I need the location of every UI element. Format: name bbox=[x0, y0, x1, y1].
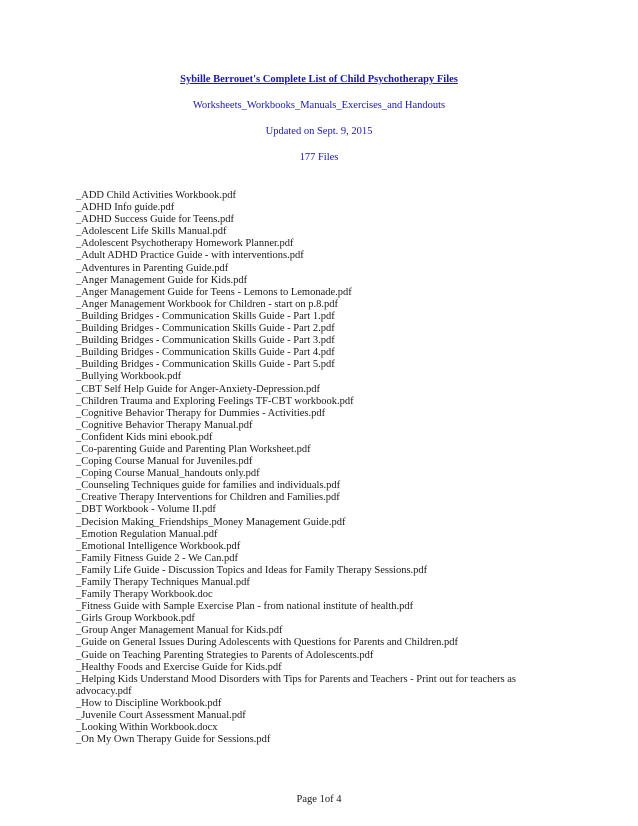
file-list-item: _Anger Management Guide for Kids.pdf bbox=[76, 274, 248, 286]
file-list-item: _Juvenile Court Assessment Manual.pdf bbox=[76, 710, 246, 722]
file-list-item: _CBT Self Help Guide for Anger-Anxiety-Depression.pdf bbox=[76, 383, 320, 395]
file-list-item: _ADD Child Activities Workbook.pdf bbox=[76, 190, 236, 201]
file-list-item: _Creative Therapy Interventions for Children and Families.pdf bbox=[76, 492, 340, 504]
file-list-item: _Confident Kids mini ebook.pdf bbox=[76, 431, 213, 443]
file-list-item: _Family Life Guide - Discussion Topics and Ideas for Family Therapy Sessions.pdf bbox=[76, 564, 428, 576]
file-list-item: _Anger Management Guide for Teens - Lemons to Lemonade.pdf bbox=[76, 286, 352, 298]
file-list-item: _On My Own Therapy Guide for Sessions.pdf bbox=[76, 734, 271, 746]
document-title[interactable]: Sybille Berrouet's Complete List of Child Psychotherapy Files bbox=[180, 74, 458, 85]
file-list-item: _Family Fitness Guide 2 - We Can.pdf bbox=[76, 552, 238, 564]
file-list-item: _Helping Kids Understand Mood Disorders with Tips for Parents and Teachers - Print out for teachers as advocacy.pdf bbox=[76, 673, 517, 697]
file-list-item: _Cognitive Behavior Therapy for Dummies - Activities.pdf bbox=[76, 407, 326, 419]
file-list-item: _DBT Workbook - Volume II.pdf bbox=[76, 504, 216, 516]
file-list-item: _Adolescent Psychotherapy Homework Planner.pdf bbox=[76, 238, 294, 250]
file-list-item: _Fitness Guide with Sample Exercise Plan - from national institute of health.pdf bbox=[76, 601, 414, 613]
file-list-item: _Healthy Foods and Exercise Guide for Kids.pdf bbox=[76, 661, 282, 673]
file-list-item: _Anger Management Workbook for Children - start on p.8.pdf bbox=[76, 298, 338, 310]
file-list-item: _Coping Course Manual for Juveniles.pdf bbox=[76, 456, 253, 468]
file-list-item: _Adventures in Parenting Guide.pdf bbox=[76, 262, 229, 274]
file-list-item: _Building Bridges - Communication Skills Guide - Part 4.pdf bbox=[76, 347, 335, 359]
file-list-item: _Adolescent Life Skills Manual.pdf bbox=[76, 226, 227, 238]
document-subtitle: Worksheets_Workbooks_Manuals_Exercises_and Handouts bbox=[192, 100, 446, 111]
updated-date: Updated on Sept. 9, 2015 bbox=[265, 126, 373, 137]
file-list-item: _Children Trauma and Exploring Feelings TF-CBT workbook.pdf bbox=[76, 395, 354, 407]
file-list bbox=[76, 190, 556, 746]
file-list-item: _ADHD Info guide.pdf bbox=[76, 202, 175, 214]
file-list-item: _Co-parenting Guide and Parenting Plan Worksheet.pdf bbox=[76, 443, 311, 455]
file-list-item: _Building Bridges - Communication Skills Guide - Part 3.pdf bbox=[76, 335, 335, 347]
file-list-item: _Building Bridges - Communication Skills Guide - Part 2.pdf bbox=[76, 323, 335, 335]
file-list-item: _Group Anger Management Manual for Kids.pdf bbox=[76, 625, 283, 637]
file-list-item: _Counseling Techniques guide for families and individuals.pdf bbox=[76, 480, 341, 492]
file-list-item: _Family Therapy Techniques Manual.pdf bbox=[76, 577, 250, 588]
file-list-item: _How to Discipline Workbook.pdf bbox=[76, 697, 222, 709]
file-list-item: _Emotion Regulation Manual.pdf bbox=[76, 528, 218, 540]
file-list-item: _Family Therapy Workbook.doc bbox=[76, 589, 213, 601]
file-count: 177 Files bbox=[299, 152, 339, 163]
file-list-item: _Building Bridges - Communication Skills Guide - Part 1.pdf bbox=[76, 310, 335, 322]
file-list-item: _Cognitive Behavior Therapy Manual.pdf bbox=[76, 419, 253, 431]
file-list-item: _Adult ADHD Practice Guide - with interventions.pdf bbox=[76, 250, 304, 262]
file-list-item: _Coping Course Manual_handouts only.pdf bbox=[76, 468, 260, 480]
file-list-item: _Bullying Workbook.pdf bbox=[76, 371, 182, 383]
file-list-item: _Guide on General Issues During Adolescents with Questions for Parents and Children.pdf bbox=[76, 637, 459, 649]
file-list-item: _Guide on Teaching Parenting Strategies to Parents of Adolescents.pdf bbox=[76, 649, 374, 661]
file-list-item: _Emotional Intelligence Workbook.pdf bbox=[76, 540, 241, 552]
file-list-item: _Looking Within Workbook.docx bbox=[76, 722, 218, 734]
file-list-item: _ADHD Success Guide for Teens.pdf bbox=[76, 214, 234, 226]
file-list-item: _Girls Group Workbook.pdf bbox=[76, 613, 195, 625]
file-list-item: _Decision Making_Friendships_Money Management Guide.pdf bbox=[76, 516, 346, 528]
file-list-item: _Building Bridges - Communication Skills Guide - Part 5.pdf bbox=[76, 359, 335, 371]
page-number: Page 1of 4 bbox=[296, 794, 342, 805]
